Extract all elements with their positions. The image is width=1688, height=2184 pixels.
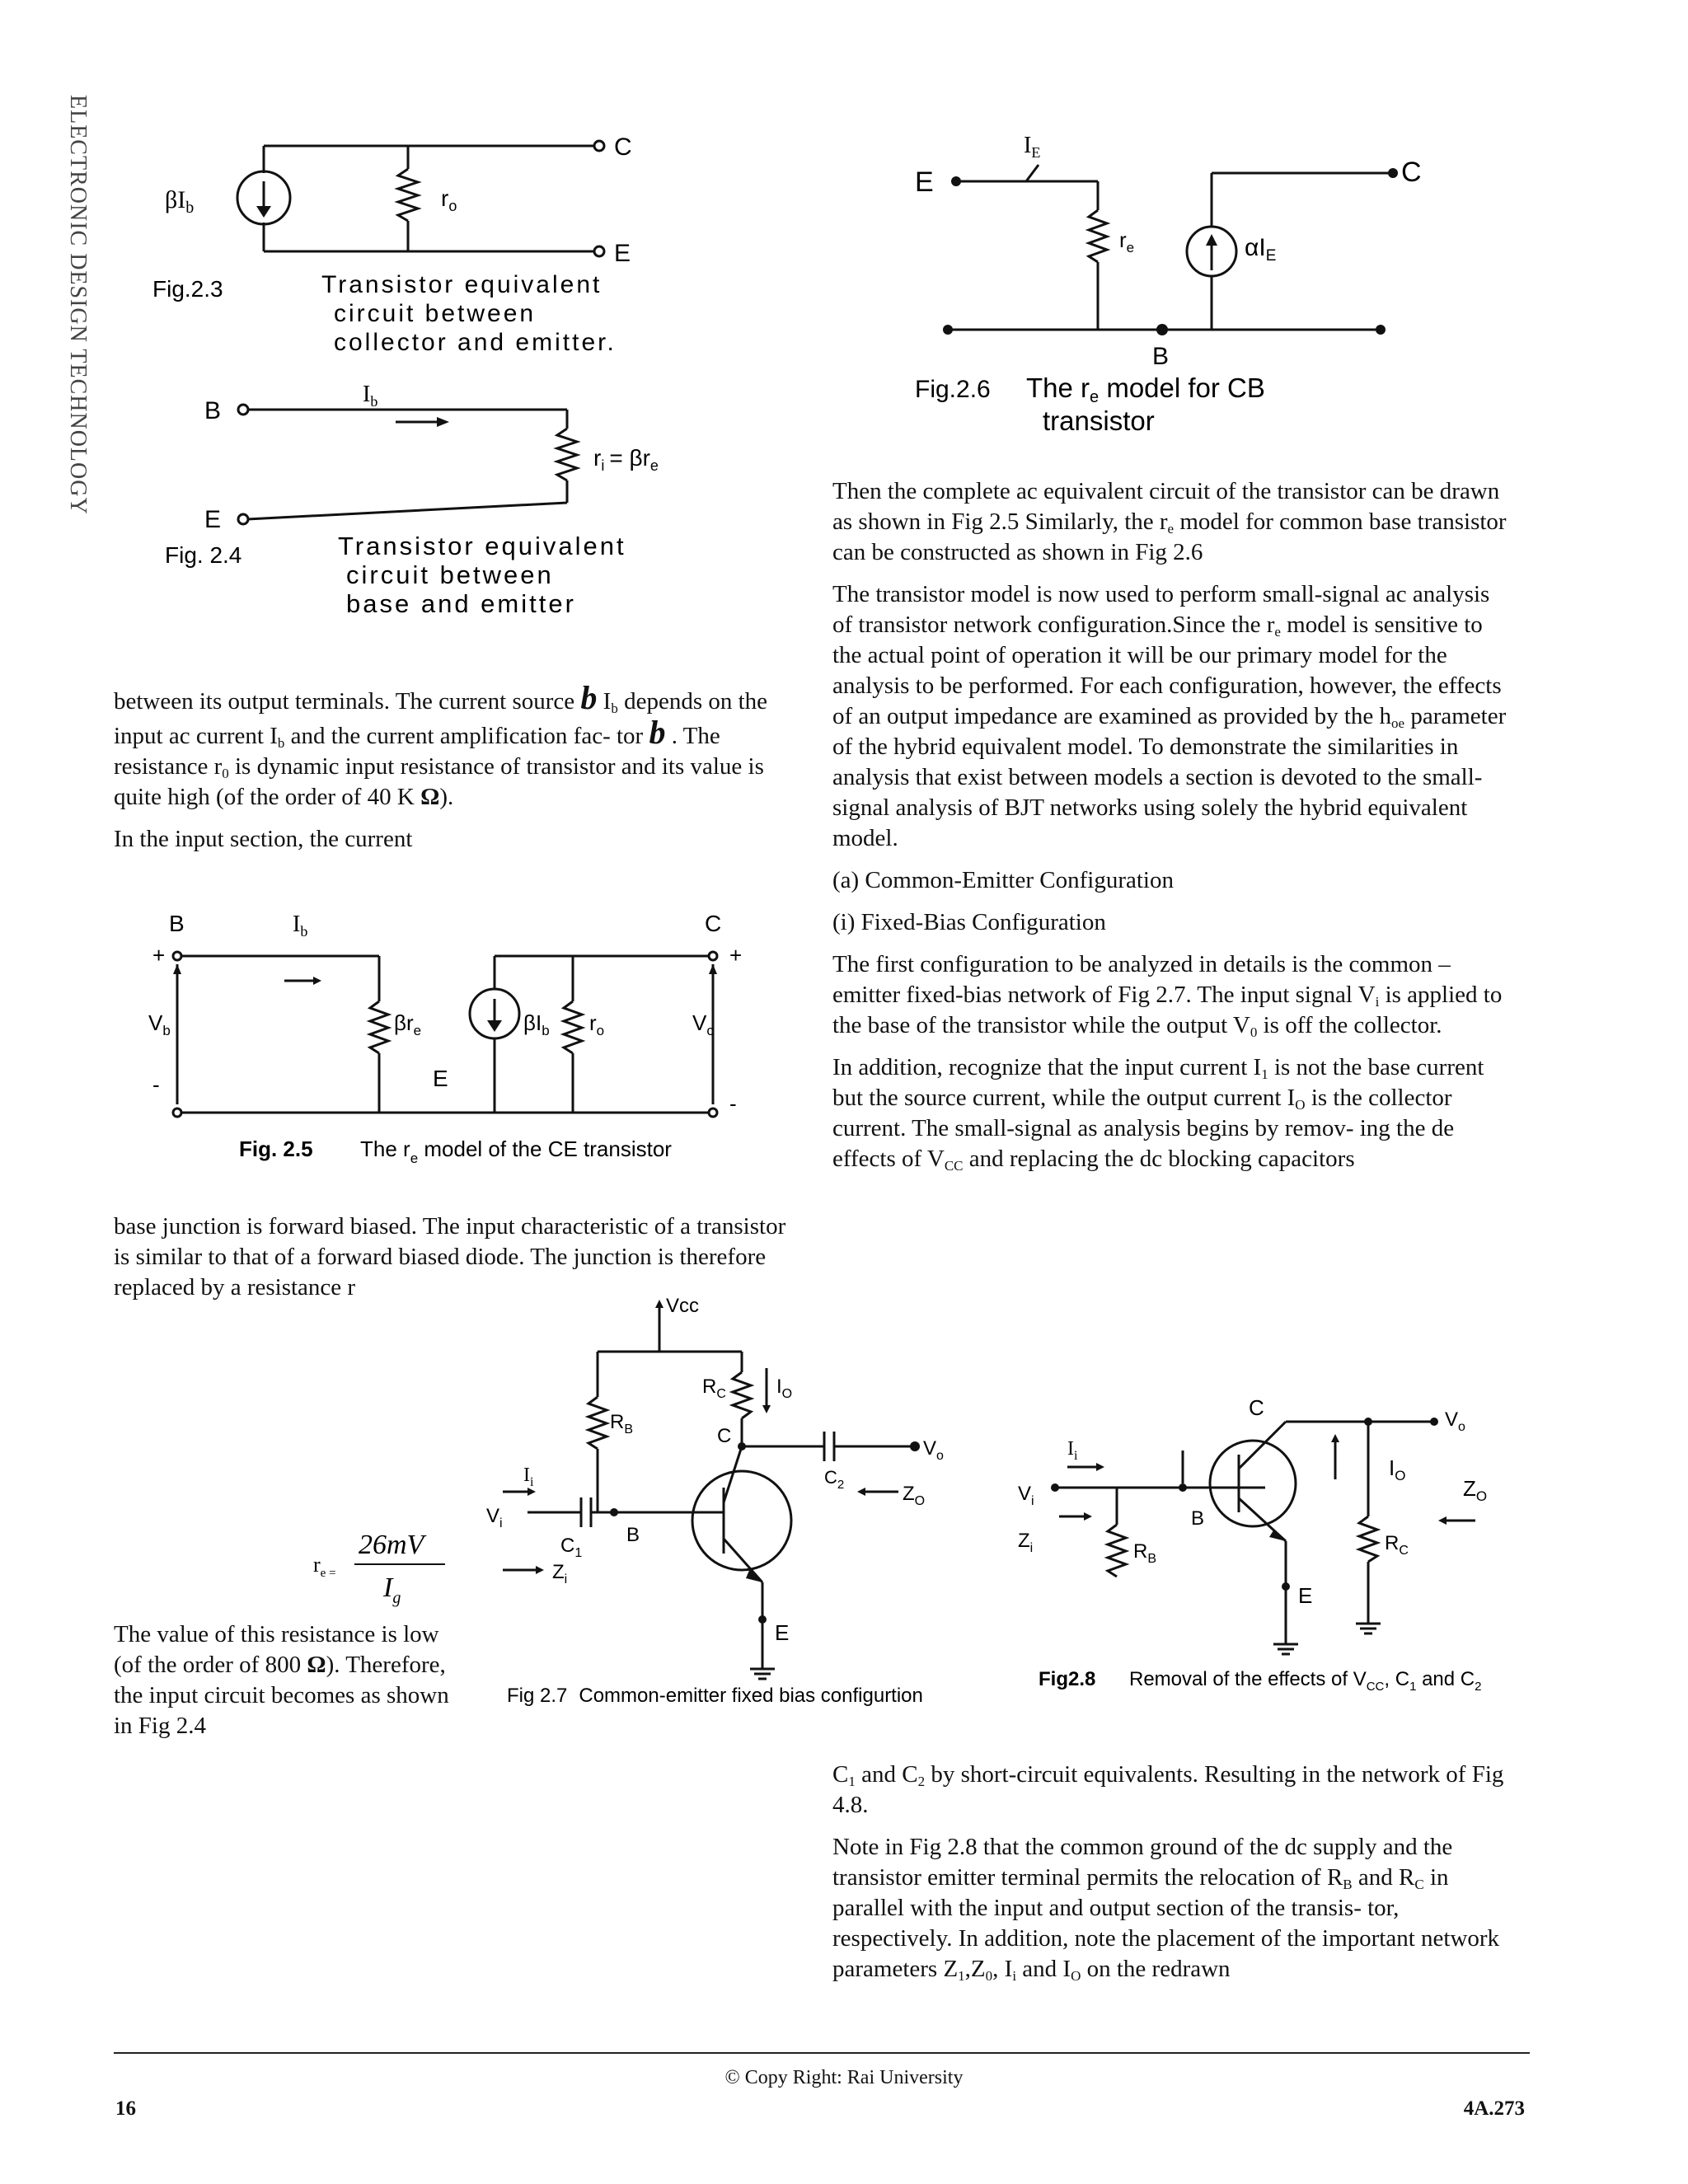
right-paragraph-short-circuit: $C_1$ and $C_2$ by short-circuit equivalents. Resulting in the network of Fig 4.8. [832, 1761, 1504, 1818]
figure-2-8 [1018, 1389, 1545, 1718]
fig-2-7-zi-label: $Z_i$ [552, 1561, 568, 1586]
fig-2-6-aie-label: $\alpha I_E$ [1245, 234, 1277, 265]
figure-2-5 [144, 898, 820, 1179]
re-equation [313, 1521, 462, 1611]
right-paragraph-complete-circuit: Then the complete ac equivalent circuit of the transistor can be drawn as shown in Fig 2.5 Similarly, the $r_e$ model for common base transistor can be constructed as shown in Fig 2.6 [832, 478, 1507, 565]
fig-2-6-caption-line1: The re model for CB [1026, 373, 1265, 406]
fig-2-4-b-label: B [204, 397, 222, 424]
sidebar-title: ELECTRONIC DESIGN TECHNOLOGY [65, 95, 91, 515]
fig-2-7-c-label: C [717, 1425, 732, 1447]
fig-2-5-minus-left: - [152, 1072, 160, 1097]
fig-2-5-plus-right: + [729, 943, 743, 968]
fig-2-8-vi-label: $V_i$ [1018, 1483, 1034, 1508]
fig-2-5-ib-label: $I_b$ [293, 912, 308, 940]
fig-2-3-source-label: $\beta I_b$ [165, 186, 195, 217]
fig-2-3-e-label: E [614, 240, 631, 267]
fig-2-6-b-label: B [1152, 343, 1170, 370]
fig-2-4-ib-label: $I_b$ [363, 382, 378, 410]
fig-2-5-e-label: E [433, 1066, 448, 1091]
fig-2-4-caption-line3: base and emitter [346, 589, 576, 618]
fig-2-3-c-label: C [614, 134, 632, 161]
fig-2-5-c-label: C [705, 911, 722, 936]
fig-2-6-caption-line2: transistor [1043, 405, 1155, 436]
course-code: 4A.273 [1463, 2097, 1525, 2120]
fig-2-3-number: Fig.2.3 [152, 276, 223, 302]
figure-2-7 [478, 1290, 1006, 1718]
fig-2-3-caption-line1: Transistor equivalent [321, 271, 603, 298]
fig-2-5-bre-label: $\beta r_e$ [394, 1010, 422, 1038]
left-text-block-1 [114, 679, 788, 866]
fig-2-6-ie-label: $I_E$ [1024, 133, 1041, 161]
fig-2-8-caption: Removal of the effects of $V_{CC}$, $C_1$ and $C_2$ [1129, 1668, 1482, 1694]
footer-divider [114, 2052, 1530, 2054]
fig-2-7-zo-label: $Z_O$ [903, 1483, 926, 1508]
fig-2-7-circuit [478, 1290, 1006, 1718]
fig-2-3-caption-line2: circuit between [334, 300, 537, 327]
fig-2-8-circuit [1018, 1389, 1545, 1718]
fig-2-7-ii-label: $I_i$ [523, 1465, 534, 1489]
figure-2-3 [152, 124, 779, 371]
fig-2-4-ri-label: $r_i = \beta r_e$ [593, 445, 659, 474]
fig-2-5-number: Fig. 2.5 [239, 1137, 313, 1161]
left-paragraph-base-junction: base junction is forward biased. The input characteristic of a transistor is similar to that of a forward biased diode. The junction is therefore replaced by a resistance r [114, 1213, 786, 1301]
footer-copyright: © Copy Right: Rai University [724, 2067, 964, 2088]
fig-2-5-caption: The $r_e$ model of the CE transistor [360, 1137, 672, 1166]
left-paragraph-resistance-value: The value of this resistance is low (of the order of 800 Ω). Therefore, the input circuit becomes as shown in Fig 2.4 [114, 1621, 449, 1739]
fig-2-3-circuit [152, 124, 779, 371]
fig-2-7-vcc-label: Vcc [666, 1295, 700, 1317]
right-paragraph-common-ground: Note in Fig 2.8 that the common ground of the dc supply and the transistor emitter terminal permits the relocation of $R_B$ and $R_C$ in parallel with the input and output section of the transis- tor, respectively. In addition, note the placement of the important network parameters $Z_1,Z_0$, $I_i$ and $I_O$ on the redrawn [832, 1834, 1500, 1984]
eq-lhs: $r_{e =}$ [313, 1553, 336, 1580]
fig-2-5-vb-label: $V_b$ [148, 1010, 171, 1038]
right-heading-common-emitter: (a) Common-Emitter Configuration [832, 867, 1174, 893]
fig-2-4-caption-line1: Transistor equivalent [338, 532, 626, 560]
fig-2-7-b-label: B [626, 1524, 640, 1546]
fig-2-6-re-label: $r_e$ [1119, 227, 1135, 255]
fig-2-8-number: Fig2.8 [1039, 1668, 1096, 1690]
fig-2-4-circuit [165, 375, 791, 622]
fig-2-4-e-label: E [204, 506, 222, 533]
fig-2-4-caption-line2: circuit between [346, 560, 554, 589]
fig-2-7-c1-label: $C_1$ [560, 1535, 583, 1560]
fig-2-7-rc-label: $R_C$ [702, 1376, 726, 1401]
fig-2-7-vi-label: $V_i$ [486, 1505, 503, 1530]
fig-2-8-zo-label: $Z_O$ [1463, 1476, 1488, 1504]
fig-2-3-ro-label: $r_o$ [441, 185, 457, 214]
fig-2-7-vo-label: $V_o$ [923, 1437, 944, 1463]
fig-2-8-io-label: $I_O$ [1389, 1455, 1406, 1483]
fig-2-7-c2-label: $C_2$ [824, 1467, 845, 1492]
right-paragraph-first-configuration: The first configuration to be analyzed in details is the common –emitter fixed-bias network of Fig 2.7. The input signal $V_i$ is applied to the base of the transistor while the output $V_0$ is off the collector. [832, 951, 1503, 1040]
right-text-block-2 [832, 1760, 1508, 1996]
fig-2-6-circuit [915, 132, 1541, 462]
left-paragraph-input-section: In the input section, the current [114, 826, 413, 852]
page-number: 16 [115, 2097, 136, 2120]
left-paragraph-current-source: between its output terminals. The current source b $I_b$ depends on the input ac current $I_b$ and the current amplification fac- tor b . The resistance $r_0$ is dynamic input resistance of transistor and its value is quite high (of the order of 40 K Ω). [114, 679, 768, 810]
fig-2-5-bib-label: $\beta I_b$ [523, 1010, 550, 1038]
fig-2-7-caption: Fig 2.7 Common-emitter fixed bias configurtion [507, 1685, 923, 1707]
fig-2-3-caption-line3: collector and emitter. [334, 329, 617, 356]
fig-2-5-vc-label: $V_c$ [692, 1010, 714, 1038]
right-paragraph-transistor-model: The transistor model is now used to perform small-signal ac analysis of transistor network configuration.Since the $r_e$ model is sensitive to the actual point of operation it will be our primary model for the analysis to be performed. For each configuration, however, the effects of an output impedance are examined as provided by the $h_{oe}$ parameter of the hybrid equivalent model. To demonstrate the similarities in analysis that exist between models a section is devoted to the small-signal analysis of BJT networks using solely the hybrid equivalent model. [832, 581, 1507, 851]
fig-2-5-plus-left: + [152, 943, 166, 968]
fig-2-5-minus-right: - [729, 1091, 737, 1116]
re-equation-svg [313, 1521, 462, 1611]
fig-2-7-e-label: E [775, 1620, 790, 1645]
fig-2-7-io-label: $I_O$ [776, 1376, 793, 1401]
left-text-block-3 [114, 1619, 460, 1753]
fig-2-5-b-label: B [169, 911, 185, 936]
fig-2-5-circuit [144, 898, 820, 1179]
fig-2-6-number: Fig.2.6 [915, 376, 991, 403]
right-heading-fixed-bias: (i) Fixed-Bias Configuration [832, 909, 1106, 935]
eq-numerator: 26mV [359, 1530, 424, 1560]
fig-2-8-vo-label: $V_o$ [1445, 1408, 1465, 1434]
fig-2-8-ii-label: $I_i$ [1067, 1438, 1078, 1463]
figure-2-6 [915, 132, 1541, 462]
fig-2-7-rb-label: $R_B$ [610, 1411, 634, 1436]
fig-2-6-c-label: C [1401, 157, 1422, 188]
right-paragraph-input-current: In addition, recognize that the input current $I_1$ is not the base current but the source current, while the output current $I_O$ is the collector current. The small-signal as analysis begins by remov- ing the de effects of $V_{CC}$ and replacing the dc blocking capacitors [832, 1054, 1484, 1174]
fig-2-4-number: Fig. 2.4 [165, 542, 242, 568]
fig-2-8-zi-label: $Z_i$ [1018, 1530, 1034, 1555]
fig-2-8-c-label: C [1249, 1395, 1264, 1420]
fig-2-8-rc-label: $R_C$ [1385, 1532, 1409, 1558]
fig-2-8-rb-label: $R_B$ [1133, 1540, 1157, 1566]
figure-2-4 [165, 375, 791, 622]
fig-2-5-ro-label: $r_o$ [589, 1010, 605, 1038]
right-text-block-1 [832, 476, 1508, 1186]
fig-2-8-b-label: B [1191, 1507, 1205, 1530]
fig-2-6-e-label: E [915, 166, 934, 198]
eq-denominator: $I_g$ [383, 1572, 401, 1607]
fig-2-8-e-label: E [1298, 1583, 1313, 1608]
